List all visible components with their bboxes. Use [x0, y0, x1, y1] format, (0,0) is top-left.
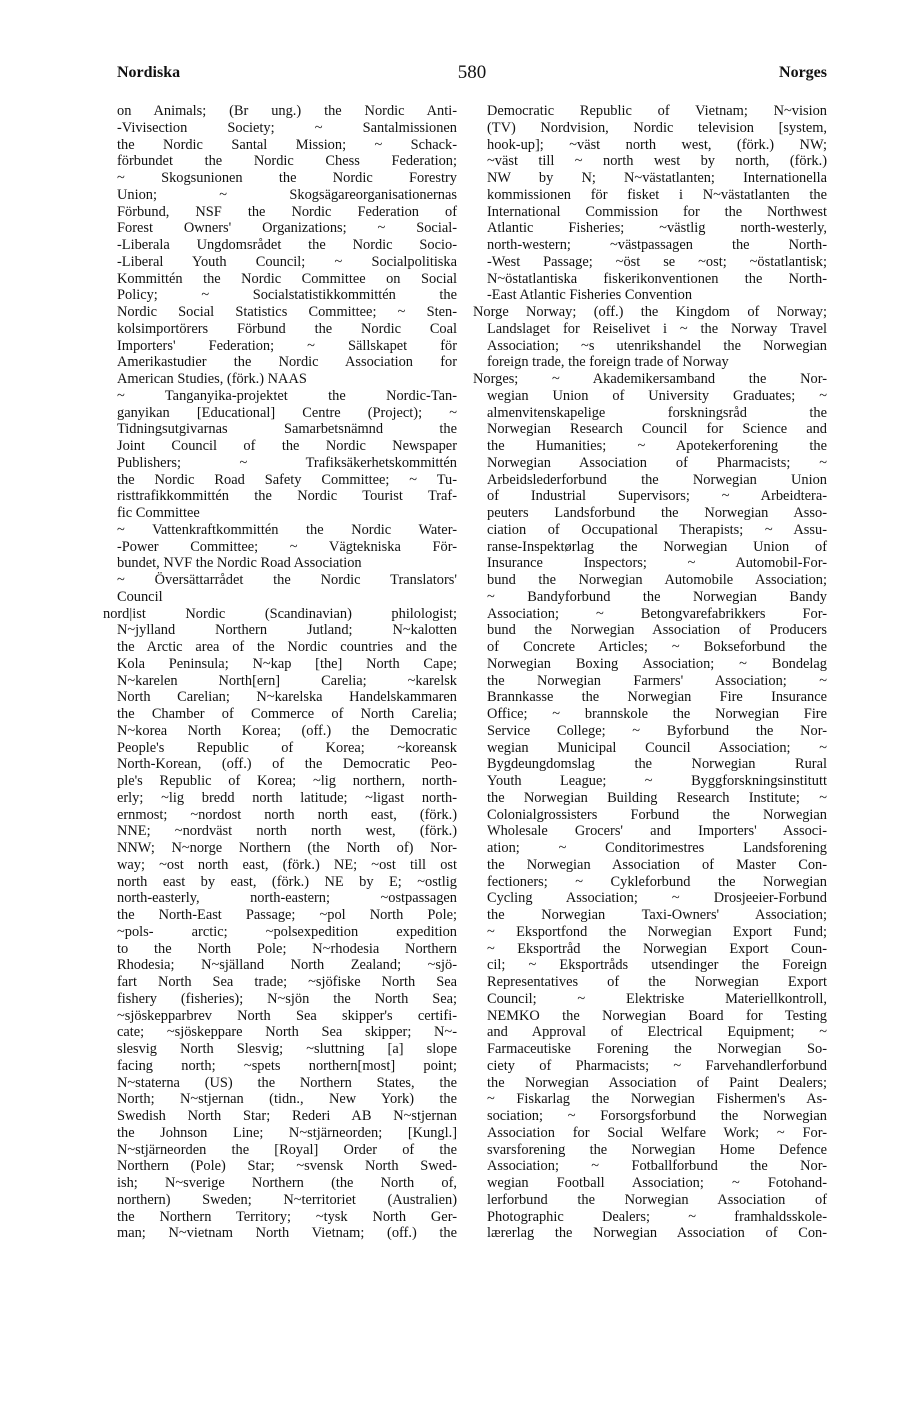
text-line: wegian Municipal Council Association; ~: [487, 739, 827, 756]
text-line: almenvitenskapelige forskningsråd the: [487, 404, 827, 421]
text-line: ~sjöskepparbrev North Sea skipper's certifi-: [117, 1007, 457, 1024]
running-header: [117, 64, 827, 88]
text-line: Förbund, NSF the Nordic Federation of: [117, 203, 457, 220]
text-line: lærerlag the Norwegian Association of Con-: [487, 1225, 827, 1242]
text-line: ~pols- arctic; ~polsexpedition expedition: [117, 923, 457, 940]
text-line: Farmaceutiske Forening the Norwegian So-: [487, 1041, 827, 1057]
text-line: man; N~vietnam North Vietnam; (off.) the: [117, 1225, 457, 1242]
text-line: NEMKO the Norwegian Board for Testing: [487, 1007, 827, 1024]
text-line: N~staterna (US) the Northern States, the: [117, 1074, 457, 1091]
text-line: ~ Fiskarlag the Norwegian Fishermen's As-: [487, 1091, 827, 1108]
text-line: Association; ~ Fotballforbund the Nor-: [487, 1158, 827, 1175]
text-line: the Nordic Santal Mission; ~ Schack-: [117, 136, 457, 153]
text-line: facing north; ~spets northern[most] point;: [117, 1057, 457, 1074]
text-line: of Industrial Supervisors; ~ Arbeidtera-: [487, 488, 827, 505]
text-line: ple's Republic of Korea; ~lig northern, north-: [117, 773, 457, 789]
text-line: svarsforening the Norwegian Home Defence: [487, 1141, 827, 1158]
text-line: Arbeidslederforbund the Norwegian Union: [487, 471, 827, 488]
left-guide-word: Nordiska: [117, 64, 181, 81]
text-line: north-western; ~västpassagen the North-: [487, 237, 827, 253]
text-line: ganyikan [Educational] Centre (Project); ~: [117, 404, 457, 421]
text-line: NW by N; N~västatlanten; Internationella: [487, 170, 827, 186]
text-line: North Carelian; N~karelska Handelskammaren: [117, 689, 457, 706]
text-line: the Arctic area of the Nordic countries and the: [117, 639, 457, 655]
text-line: sociation; ~ Forsorgsforbund the Norwegian: [487, 1108, 827, 1124]
text-line: ation; ~ Conditorimestres Landsforening: [487, 840, 827, 856]
text-line: cate; ~sjöskeppare North Sea skipper; N~-: [117, 1024, 457, 1041]
text-line: Wholesale Grocers' and Importers' Associ-: [487, 823, 827, 840]
text-line: fic Committee: [117, 505, 200, 521]
page-number: 580: [457, 62, 487, 83]
text-line: lerforbund the Norwegian Association of: [487, 1191, 827, 1208]
right-column: [473, 103, 827, 1242]
text-line: cil; ~ Eksportråds utsendinger the Foreign: [487, 957, 827, 974]
text-line: -West Passage; ~öst se ~ost; ~östatlantisk;: [487, 253, 827, 270]
text-line: Insurance Inspectors; ~ Automobil-For-: [487, 555, 827, 572]
text-line: bundet, NVF the Nordic Road Association: [117, 555, 362, 572]
text-line: of Concrete Articles; ~ Bokseforbund the: [487, 639, 827, 655]
text-line: Association; ~ Betongvarefabrikkers For-: [487, 605, 827, 622]
text-line: North; N~stjernan (tidn., New York) the: [117, 1091, 457, 1108]
text-line: People's Republic of Korea; ~koreansk: [117, 739, 457, 756]
text-line: Kola Peninsula; N~kap [the] North Cape;: [117, 655, 457, 672]
text-line: the Chamber of Commerce of North Carelia;: [117, 706, 457, 722]
text-line: way; ~ost north east, (förk.) NE; ~ost till ost: [117, 856, 457, 873]
text-line: Kommittén the Nordic Committee on Social: [117, 270, 457, 287]
text-line: Nordic Social Statistics Committee; ~ Sten-: [117, 304, 457, 320]
text-line: N~stjärneorden the [Royal] Order of the: [117, 1141, 457, 1158]
text-line: the Norwegian Taxi-Owners' Association;: [487, 907, 827, 923]
text-line: -East Atlantic Fisheries Convention: [487, 287, 693, 304]
text-line: American Studies, (förk.) NAAS: [117, 371, 307, 387]
text-line: Colonialgrossisters Forbund the Norwegian: [487, 806, 827, 823]
text-line: and Approval of Electrical Equipment; ~: [487, 1024, 827, 1041]
text-line: Norwegian Association of Pharmacists; ~: [487, 454, 827, 471]
text-line: Photographic Dealers; ~ framhaldsskole-: [487, 1208, 827, 1225]
text-line: N~korea North Korea; (off.) the Democratic: [117, 722, 457, 739]
text-line: ~ Översättarrådet the Nordic Translators': [117, 572, 457, 588]
text-line: -Power Committee; ~ Vägtekniska För-: [117, 538, 457, 555]
text-line: on Animals; (Br ung.) the Nordic Anti-: [117, 103, 457, 119]
text-line: ~väst till ~ north west by north, (förk.): [487, 153, 827, 170]
text-line: the Northern Territory; ~tysk North Ger-: [117, 1208, 457, 1225]
text-line: erly; ~lig bredd north latitude; ~ligast north-: [117, 789, 457, 806]
text-line: fart North Sea trade; ~sjöfiske North Sea: [117, 974, 457, 990]
text-line: N~jylland Northern Jutland; N~kalotten: [117, 622, 457, 639]
left-column: [103, 103, 457, 1242]
text-line: ciety of Pharmacists; ~ Farvehandlerforbund: [487, 1057, 827, 1074]
text-line: Union; ~ Skogsägareorganisationernas: [117, 186, 457, 203]
text-line: -Liberal Youth Council; ~ Socialpolitiska: [117, 253, 457, 270]
text-line: risttrafikkommittén the Nordic Tourist Traf-: [117, 488, 457, 505]
text-line: Policy; ~ Socialstatistikkommittén the: [117, 287, 457, 304]
text-line: Forest Owners' Organizations; ~ Social-: [117, 220, 457, 237]
text-line: bund the Norwegian Association of Producers: [487, 622, 827, 639]
text-line: Representatives of the Norwegian Export: [487, 974, 827, 990]
text-line: Norge Norway; (off.) the Kingdom of Norway;: [473, 304, 827, 320]
text-line: Brannkasse the Norwegian Fire Insurance: [487, 689, 827, 706]
text-line: slesvig North Slesvig; ~sluttning [a] slope: [117, 1041, 457, 1057]
text-line: NNW; N~norge Northern (the North of) Nor-: [117, 840, 457, 856]
text-line: Amerikastudier the Nordic Association for: [117, 354, 457, 371]
text-line: Norwegian Boxing Association; ~ Bondelag: [487, 655, 827, 672]
text-line: Norges; ~ Akademikersamband the Nor-: [473, 371, 827, 387]
text-line: Youth League; ~ Byggforskningsinstitutt: [487, 773, 827, 789]
text-line: Atlantic Fisheries; ~västlig north-westerly,: [487, 220, 827, 237]
text-line: fectioners; ~ Cykleforbund the Norwegian: [487, 873, 827, 890]
text-line: (TV) Nordvision, Nordic television [system,: [487, 119, 827, 136]
text-line: International Commission for the Northwest: [487, 203, 827, 220]
text-line: Bygdeungdomslag the Norwegian Rural: [487, 756, 827, 773]
text-line: Association for Social Welfare Work; ~ For-: [487, 1124, 827, 1141]
text-line: Joint Council of the Nordic Newspaper: [117, 438, 457, 454]
text-line: -Liberala Ungdomsrådet the Nordic Socio-: [117, 237, 457, 253]
text-line: Democratic Republic of Vietnam; N~vision: [487, 103, 827, 119]
text-line: nord|ist Nordic (Scandinavian) philologist;: [103, 605, 457, 622]
text-line: the Norwegian Association of Paint Dealers;: [487, 1074, 827, 1091]
text-line: Service College; ~ Byforbund the Nor-: [487, 722, 827, 739]
text-line: Council: [117, 588, 163, 605]
text-line: the North-East Passage; ~pol North Pole;: [117, 907, 457, 923]
text-line: kolsimportörers Förbund the Nordic Coal: [117, 320, 457, 337]
text-line: ~ Skogsunionen the Nordic Forestry: [117, 170, 457, 186]
right-guide-word: Norges: [779, 64, 827, 81]
text-line: the Norwegian Association of Master Con-: [487, 856, 827, 873]
text-line: kommissionen för fisket i N~västatlanten the: [487, 186, 827, 203]
text-line: N~karelen North[ern] Carelia; ~karelsk: [117, 672, 457, 689]
text-line: Cycling Association; ~ Drosjeeier-Forbund: [487, 890, 827, 907]
text-line: Landslaget for Reiselivet i ~ the Norway Travel: [487, 320, 827, 337]
text-line: the Humanities; ~ Apotekerforening the: [487, 438, 827, 454]
text-line: foreign trade, the foreign trade of Norway: [487, 354, 729, 371]
text-line: ~ Vattenkraftkommittén the Nordic Water-: [117, 521, 457, 538]
text-line: Rhodesia; N~själland North Zealand; ~sjö-: [117, 957, 457, 974]
text-line: ~ Eksportfond the Norwegian Export Fund;: [487, 923, 827, 940]
text-line: Northern (Pole) Star; ~svensk North Swed-: [117, 1158, 457, 1175]
text-line: NNE; ~nordväst north north west, (förk.): [117, 823, 457, 840]
text-line: wegian Union of University Graduates; ~: [487, 387, 827, 404]
text-line: förbundet the Nordic Chess Federation;: [117, 153, 457, 170]
text-line: ish; N~sverige Northern (the North of,: [117, 1175, 457, 1191]
text-line: -Vivisection Society; ~ Santalmissionen: [117, 119, 457, 136]
text-line: Tidningsutgivarnas Samarbetsnämnd the: [117, 421, 457, 438]
text-line: Norwegian Research Council for Science and: [487, 421, 827, 438]
text-line: North-Korean, (off.) of the Democratic Peo-: [117, 756, 457, 773]
text-line: the Johnson Line; N~stjärneorden; [Kungl.]: [117, 1124, 457, 1141]
text-line: wegian Football Association; ~ Fotohand-: [487, 1175, 827, 1191]
text-line: Association; ~s utenrikshandel the Norwegian: [487, 337, 827, 354]
text-line: Council; ~ Elektriske Materiellkontroll,: [487, 990, 827, 1007]
text-line: fishery (fisheries); N~sjön the North Sea;: [117, 990, 457, 1007]
text-line: the Norwegian Building Research Institute; ~: [487, 789, 827, 806]
text-line: ranse-Inspektørlag the Norwegian Union of: [487, 538, 827, 555]
text-line: ~ Eksportråd the Norwegian Export Coun-: [487, 940, 827, 957]
text-line: ~ Bandyforbund the Norwegian Bandy: [487, 588, 827, 605]
text-line: Swedish North Star; Rederi AB N~stjernan: [117, 1108, 457, 1124]
text-line: the Norwegian Farmers' Association; ~: [487, 672, 827, 689]
text-line: the Nordic Road Safety Committee; ~ Tu-: [117, 471, 457, 488]
text-line: ernmost; ~nordost north north east, (förk.): [117, 806, 457, 823]
text-line: north-easterly, north-eastern; ~ostpassagen: [117, 890, 457, 907]
text-line: Office; ~ brannskole the Norwegian Fire: [487, 706, 827, 722]
text-line: to the North Pole; N~rhodesia Northern: [117, 940, 457, 957]
text-line: hook-up]; ~väst north west, (förk.) NW;: [487, 136, 827, 153]
text-line: ciation of Occupational Therapists; ~ Assu-: [487, 521, 827, 538]
text-line: N~östatlantiska fiskerikonventionen the North-: [487, 270, 827, 287]
text-line: Publishers; ~ Trafiksäkerhetskommittén: [117, 454, 457, 471]
text-line: north east by east, (förk.) NE by E; ~ostlig: [117, 873, 457, 890]
text-line: peuters Landsforbund the Norwegian Asso-: [487, 505, 827, 521]
text-line: northern) Sweden; N~territoriet (Australien): [117, 1191, 457, 1208]
text-line: bund the Norwegian Automobile Association;: [487, 572, 827, 588]
text-line: ~ Tanganyika-projektet the Nordic-Tan-: [117, 387, 457, 404]
text-line: Importers' Federation; ~ Sällskapet för: [117, 337, 457, 354]
